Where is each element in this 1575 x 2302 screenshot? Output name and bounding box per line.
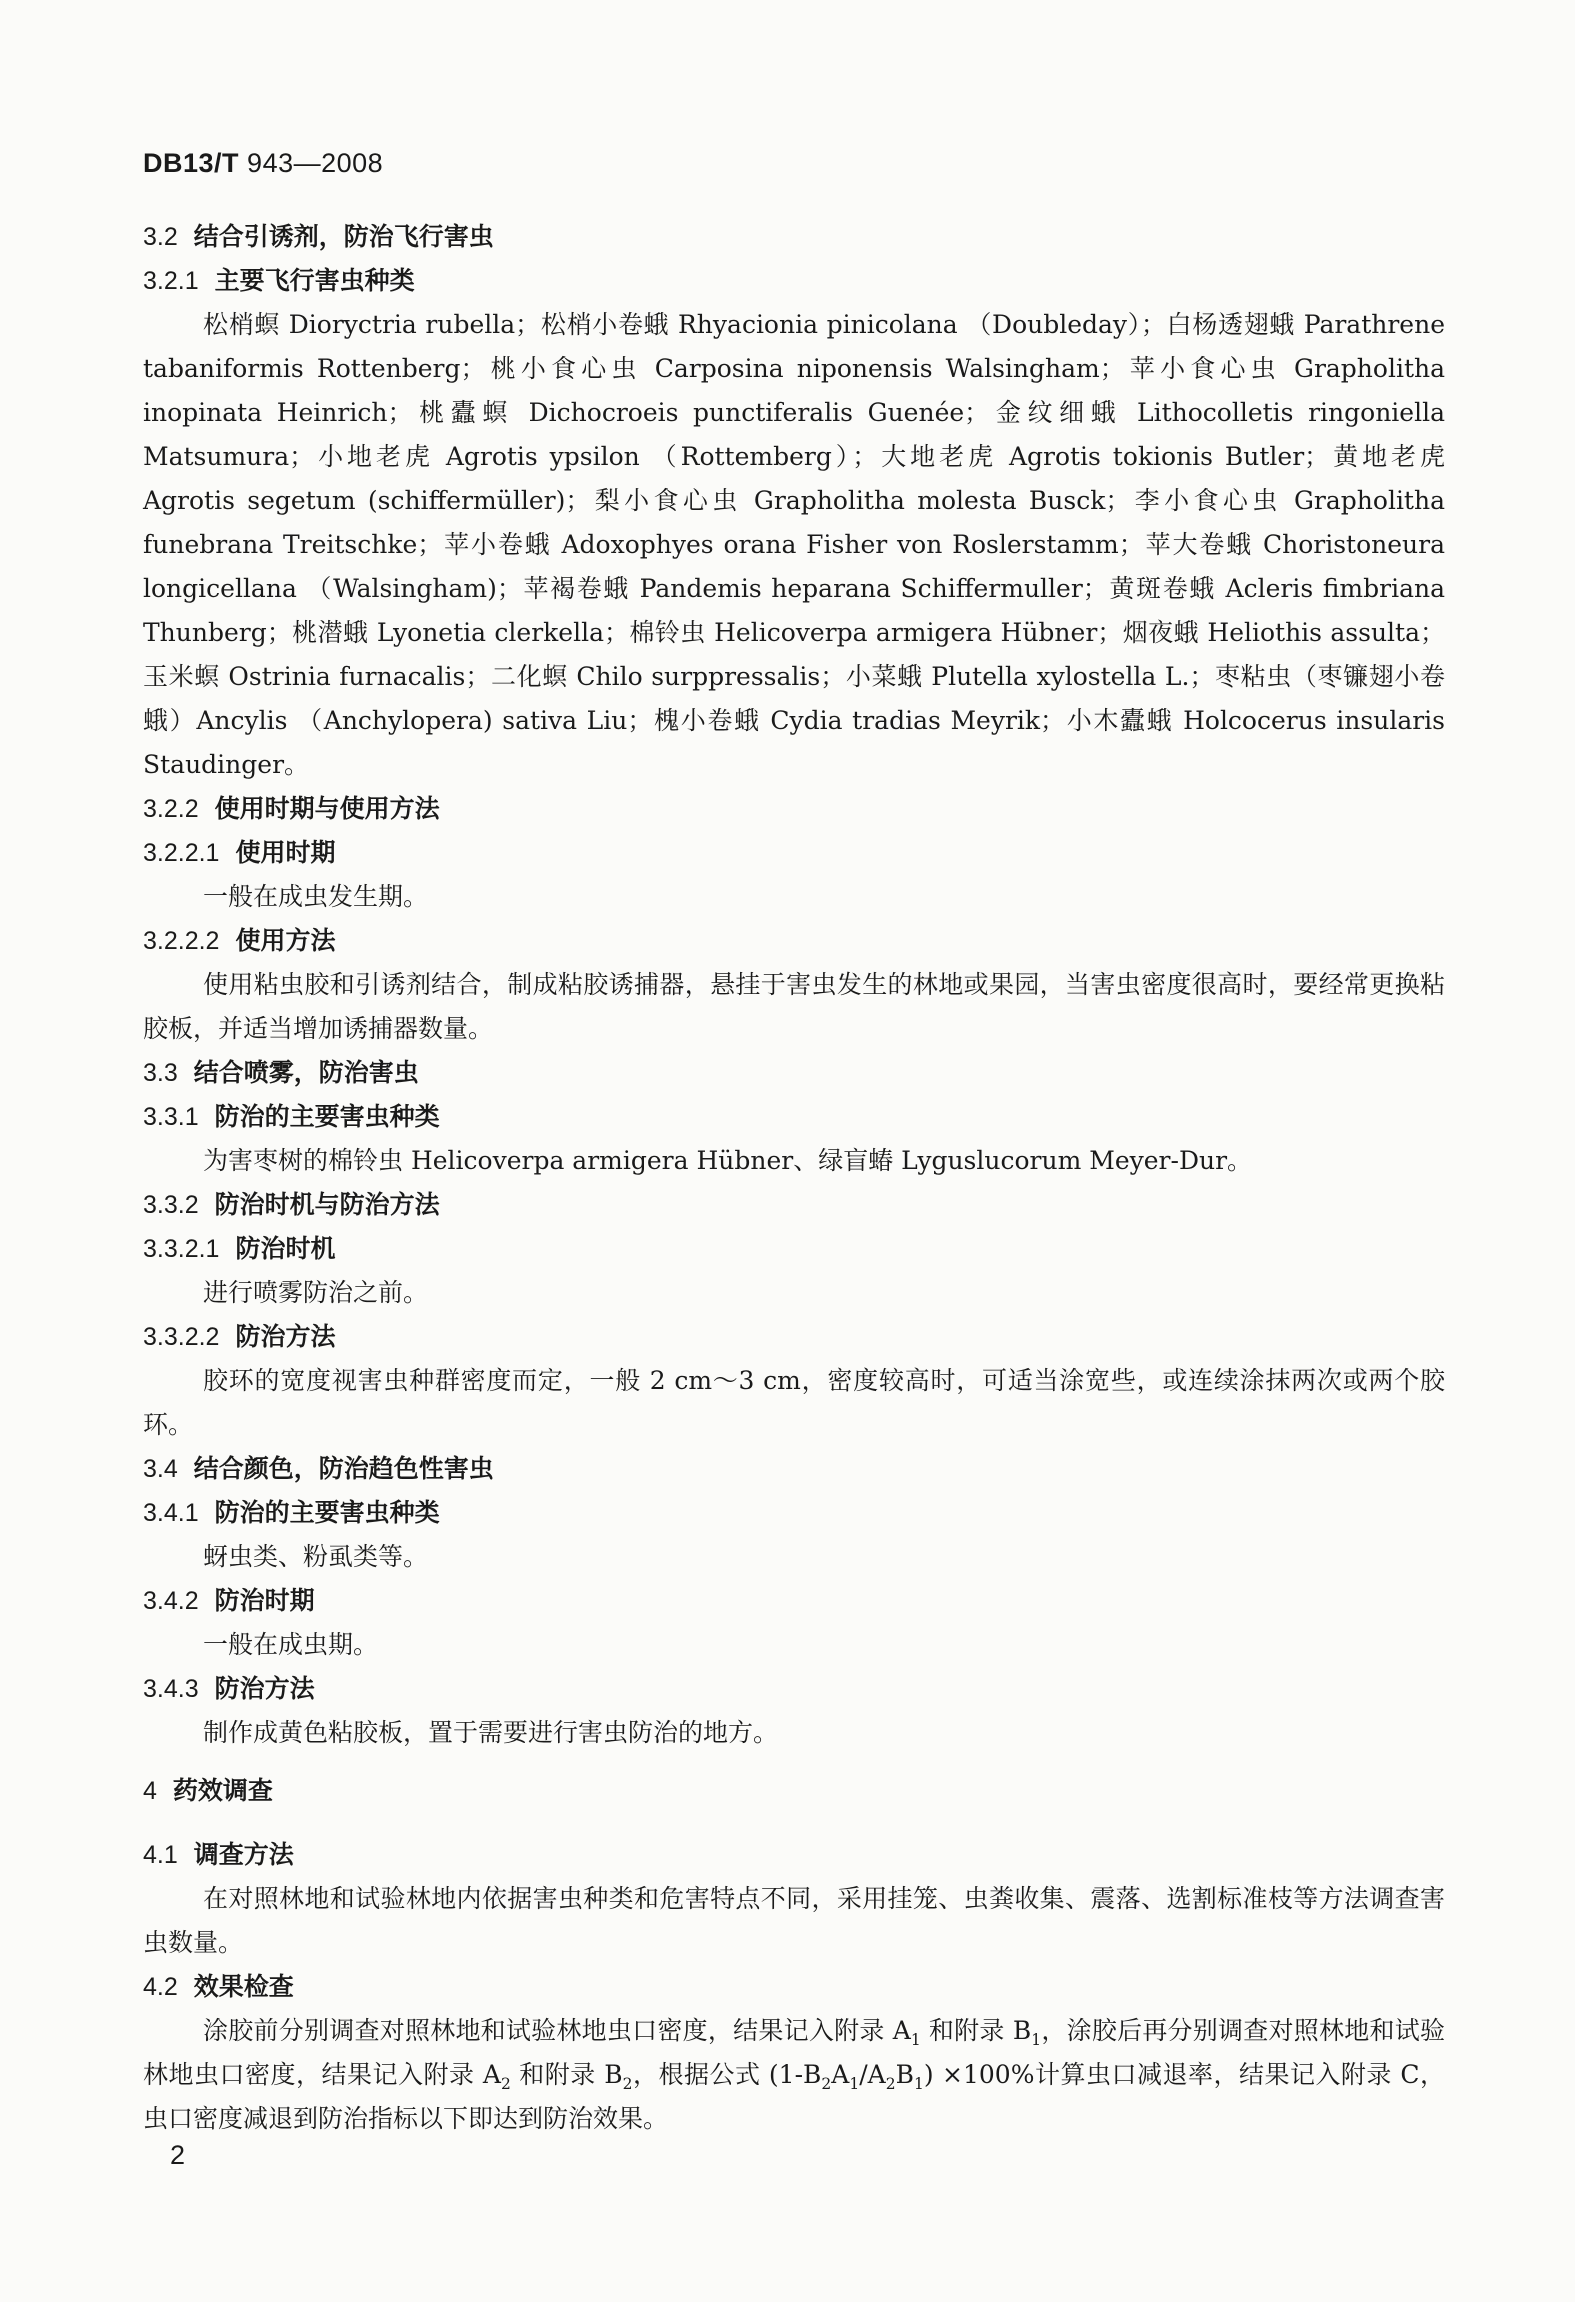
heading-3-2: [143, 215, 1445, 259]
heading-3-4-3: [143, 1667, 1445, 1711]
section-title: 防治方法: [214, 1674, 315, 1703]
usage-period-paragraph: 一般在成虫发生期。: [203, 882, 429, 911]
section-title: 效果检查: [193, 1972, 294, 2001]
section-number: 4.2: [143, 1973, 178, 2001]
section-title: 药效调查: [172, 1776, 273, 1805]
section-title: 使用时期: [235, 838, 336, 867]
section-number: 3.2.2: [143, 795, 199, 823]
heading-3-2-2-2: [143, 919, 1445, 963]
section-number: 3.3.1: [143, 1103, 199, 1131]
standard-prefix: DB13/T: [143, 148, 240, 178]
standard-number: 943—2008: [247, 148, 384, 178]
spray-pests-paragraph: 为害枣树的棉铃虫 Helicoverpa armigera Hübner、绿盲蝽 Lyguslucorum Meyer-Dur。: [203, 1146, 1253, 1175]
heading-3-3: [143, 1051, 1445, 1095]
section-number: 3.2.2.2: [143, 927, 220, 955]
heading-3-4: [143, 1447, 1445, 1491]
section-title: 结合引诱剂，防治飞行害虫: [193, 222, 494, 251]
section-number: 3.4.3: [143, 1675, 199, 1703]
section-number: 3.3.2.1: [143, 1235, 220, 1263]
control-method-paragraph: 胶环的宽度视害虫种群密度而定，一般 2 cm～3 cm，密度较高时，可适当涂宽些，或连续涂抹两次或两个胶环。: [143, 1366, 1445, 1439]
section-number: 3.4: [143, 1455, 178, 1483]
section-number: 3.4.2: [143, 1587, 199, 1615]
color-method-paragraph: 制作成黄色粘胶板，置于需要进行害虫防治的地方。: [203, 1718, 779, 1747]
control-timing-paragraph: 进行喷雾防治之前。: [203, 1278, 429, 1307]
section-title: 防治的主要害虫种类: [214, 1102, 440, 1131]
section-title: 防治方法: [235, 1322, 336, 1351]
heading-3-3-2-2: [143, 1315, 1445, 1359]
section-number: 3.2.1: [143, 267, 199, 295]
section-number: 3.3: [143, 1059, 178, 1087]
section-title: 防治时机: [235, 1234, 336, 1263]
usage-method-paragraph: 使用粘虫胶和引诱剂结合，制成粘胶诱捕器，悬挂于害虫发生的林地或果园，当害虫密度很高时，要经常更换粘胶板，并适当增加诱捕器数量。: [143, 970, 1445, 1043]
heading-4-2: [143, 1965, 1445, 2009]
heading-3-3-2-1: [143, 1227, 1445, 1271]
section-number: 4: [143, 1777, 157, 1805]
section-number: 4.1: [143, 1841, 178, 1869]
color-period-paragraph: 一般在成虫期。: [203, 1630, 379, 1659]
section-title: 使用方法: [235, 926, 336, 955]
pest-species-paragraph: 松梢螟 Dioryctria rubella；松梢小卷蛾 Rhyacionia pinicolana （Doubleday）；白杨透翅蛾 Parathrene tabaniformis Rottenberg；桃小食心虫 Carposina niponensis Walsingham；苹小食心虫 Grapholitha inopinata Heinrich；桃蠹螟 Dichocroeis punctiferalis Guenée；金纹细蛾 Lithocolletis ringoniella Matsumura；小地老虎 Agrotis ypsilon （Rottemberg）；大地老虎 Agrotis tokionis Butler；黄地老虎 Agrotis segetum (schiffermüller)；梨小食心虫 Grapholitha molesta Busck；李小食心虫 Grapholitha funebrana Treitschke；苹小卷蛾 Adoxophyes orana Fisher von Roslerstamm；苹大卷蛾 Choristoneura longicellana （Walsingham)；苹褐卷蛾 Pandemis heparana Schiffermuller；黄斑卷蛾 Acleris fimbriana Thunberg；桃潜蛾 Lyonetia clerkella；棉铃虫 Helicoverpa armigera Hübner；烟夜蛾 Heliothis assulta；玉米螟 Ostrinia furnacalis；二化螟 Chilo surppressalis；小菜蛾 Plutella xylostella L.；枣粘虫（枣镰翅小卷蛾）Ancylis （Anchylopera) sativa Liu；槐小卷蛾 Cydia tradias Meyrik；小木蠹蛾 Holcocerus insularis Staudinger。: [143, 310, 1445, 779]
page-number: 2: [170, 2140, 186, 2170]
section-title: 防治时机与防治方法: [214, 1190, 440, 1219]
section-title: 防治时期: [214, 1586, 315, 1615]
section-number: 3.3.2: [143, 1191, 199, 1219]
section-title: 调查方法: [193, 1840, 294, 1869]
heading-3-3-2: [143, 1183, 1445, 1227]
heading-4-1: [143, 1833, 1445, 1877]
section-title: 使用时期与使用方法: [214, 794, 440, 823]
document-body: [143, 215, 1445, 2141]
section-title: 防治的主要害虫种类: [214, 1498, 440, 1527]
section-number: 3.4.1: [143, 1499, 199, 1527]
section-title: 结合喷雾，防治害虫: [193, 1058, 419, 1087]
heading-3-4-1: [143, 1491, 1445, 1535]
heading-3-2-2: [143, 787, 1445, 831]
heading-3-3-1: [143, 1095, 1445, 1139]
survey-method-paragraph: 在对照林地和试验林地内依据害虫种类和危害特点不同，采用挂笼、虫粪收集、震落、选割标准枝等方法调查害虫数量。: [143, 1884, 1445, 1957]
section-number: 3.2.2.1: [143, 839, 220, 867]
heading-4: [143, 1769, 1445, 1813]
color-pests-paragraph: 蚜虫类、粉虱类等。: [203, 1542, 429, 1571]
section-number: 3.3.2.2: [143, 1323, 220, 1351]
section-number: 3.2: [143, 223, 178, 251]
section-title: 结合颜色，防治趋色性害虫: [193, 1454, 494, 1483]
heading-3-4-2: [143, 1579, 1445, 1623]
standard-code: [143, 148, 383, 179]
effect-check-paragraph: 涂胶前分别调查对照林地和试验林地虫口密度，结果记入附录 $A_1$ 和附录 $B_1$，涂胶后再分别调查对照林地和试验林地虫口密度，结果记入附录 $A_2$ 和附录 $B_2$，根据公式 $(1-B_2A_1/A_2B_1) \times 100\%$计算虫口减退率，结果记入附录 C，虫口密度减退到防治指标以下即达到防治效果。: [143, 2016, 1446, 2133]
section-title: 主要飞行害虫种类: [214, 266, 415, 295]
heading-3-2-1: [143, 259, 1445, 303]
heading-3-2-2-1: [143, 831, 1445, 875]
